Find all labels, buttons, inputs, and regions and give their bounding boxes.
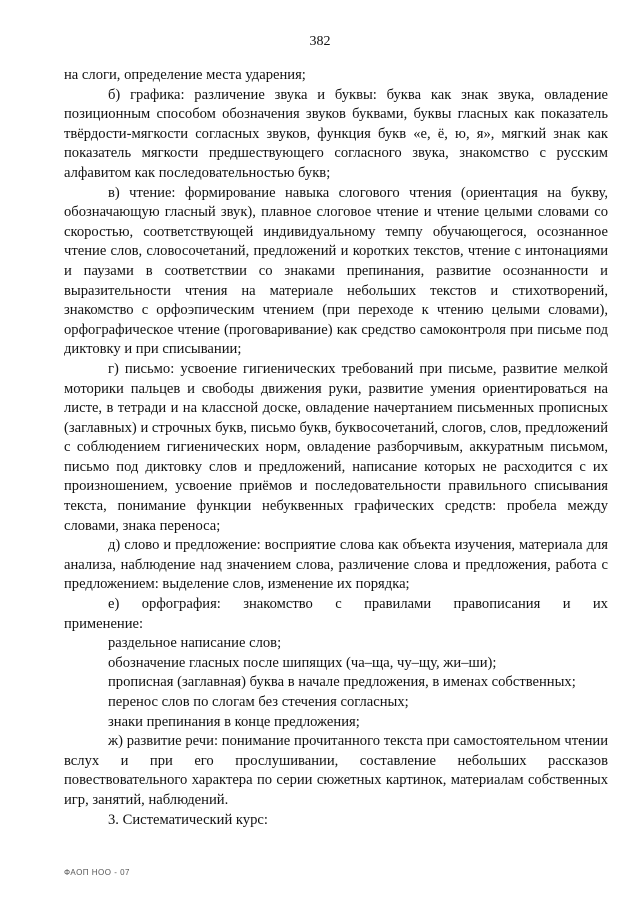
paragraph-orthography-line xyxy=(64,595,608,615)
orthography-word: правописания xyxy=(453,596,541,613)
orthography-word: правилами xyxy=(364,596,432,613)
paragraph-speech: ж) развитие речи: понимание прочитанного текста при самостоятельном чтении вслух и при его прослушивании, составление небольших рассказов повествовательного характера по серии сюжетных картинок, материалам собственных игр, занятий, наблюдений. xyxy=(64,733,608,808)
paragraph-syllables: на слоги, определение места ударения; xyxy=(64,67,306,83)
page-number: 382 xyxy=(309,34,331,49)
paragraph-graphics: б) графика: различение звука и буквы: буква как знак звука, овладение позиционным способом обозначения звуков буквами, буквы гласных как показатель твёрдости-мягкости согласных звуков, функция букв «е, ё, ю, я», мягкий знак как показатель мягкости предшествующего согласного звука, знакомство с русским алфавитом как последовательностью букв; xyxy=(64,86,608,181)
orthography-tail: применение: xyxy=(64,615,144,632)
paragraph-writing: г) письмо: усвоение гигиенических требований при письме, развитие мелкой моторики пальцев и свободы движения руки, развитие умения ориентироваться на листе, в тетради и на классной доске, овладение начертанием письменных прописных (заглавных) и строчных букв, письмо букв, буквосочетаний, слогов, слов, предложений с соблюдением гигиенических норм, овладение разборчивым, аккуратным письмом, письмо под диктовку слов и предложений, написание которых не расходится с их произношением, усвоение приёмов и последовательности правильного списывания текста, понимание функции небуквенных графических средств: пробела между словами, знака переноса; xyxy=(64,360,608,534)
orthography-word: с xyxy=(335,596,342,613)
orthography-word: их xyxy=(592,596,608,613)
list-item: прописная (заглавная) буква в начале предложения, в именах собственных; xyxy=(108,674,576,691)
footer-code: ФАОП НОО - 07 xyxy=(64,868,130,877)
section-heading: 3. Систематический курс: xyxy=(108,811,268,828)
list-item: обозначение гласных после шипящих (ча–ща, чу–щу, жи–ши); xyxy=(108,654,497,671)
orthography-word: орфография: xyxy=(141,596,221,613)
orthography-word: и xyxy=(562,596,571,613)
list-item: раздельное написание слов; xyxy=(108,635,282,652)
paragraph-reading: в) чтение: формирование навыка слогового чтения (ориентация на букву, обозначающую гласный звук), плавное слоговое чтение и чтение целыми словами со скоростью, соответствующей индивидуальному темпу обучающегося, осознанное чтение слов, словосочетаний, предложений и коротких текстов, чтение с интонациями и паузами в соответствии со знаками препинания, развитие осознанности и выразительности чтения на материале небольших текстов и стихотворений, знакомство с орфоэпическим чтением (при переходе к чтению целыми словами), орфографическое чтение (проговаривание) как средство самоконтроля при письме под диктовку и при списывании; xyxy=(64,184,608,358)
list-item: перенос слов по слогам без стечения согласных; xyxy=(108,694,409,710)
orthography-word: знакомство xyxy=(243,596,313,613)
document-body xyxy=(64,66,608,830)
list-item: знаки препинания в конце предложения; xyxy=(108,713,360,730)
paragraph-word-sentence: д) слово и предложение: восприятие слова как объекта изучения, материала для анализа, наблюдение над значением слова, различение слова и предложения, работа с предложением: выделение слов, изменение их порядка; xyxy=(64,537,608,593)
orthography-word: е) xyxy=(108,596,120,613)
